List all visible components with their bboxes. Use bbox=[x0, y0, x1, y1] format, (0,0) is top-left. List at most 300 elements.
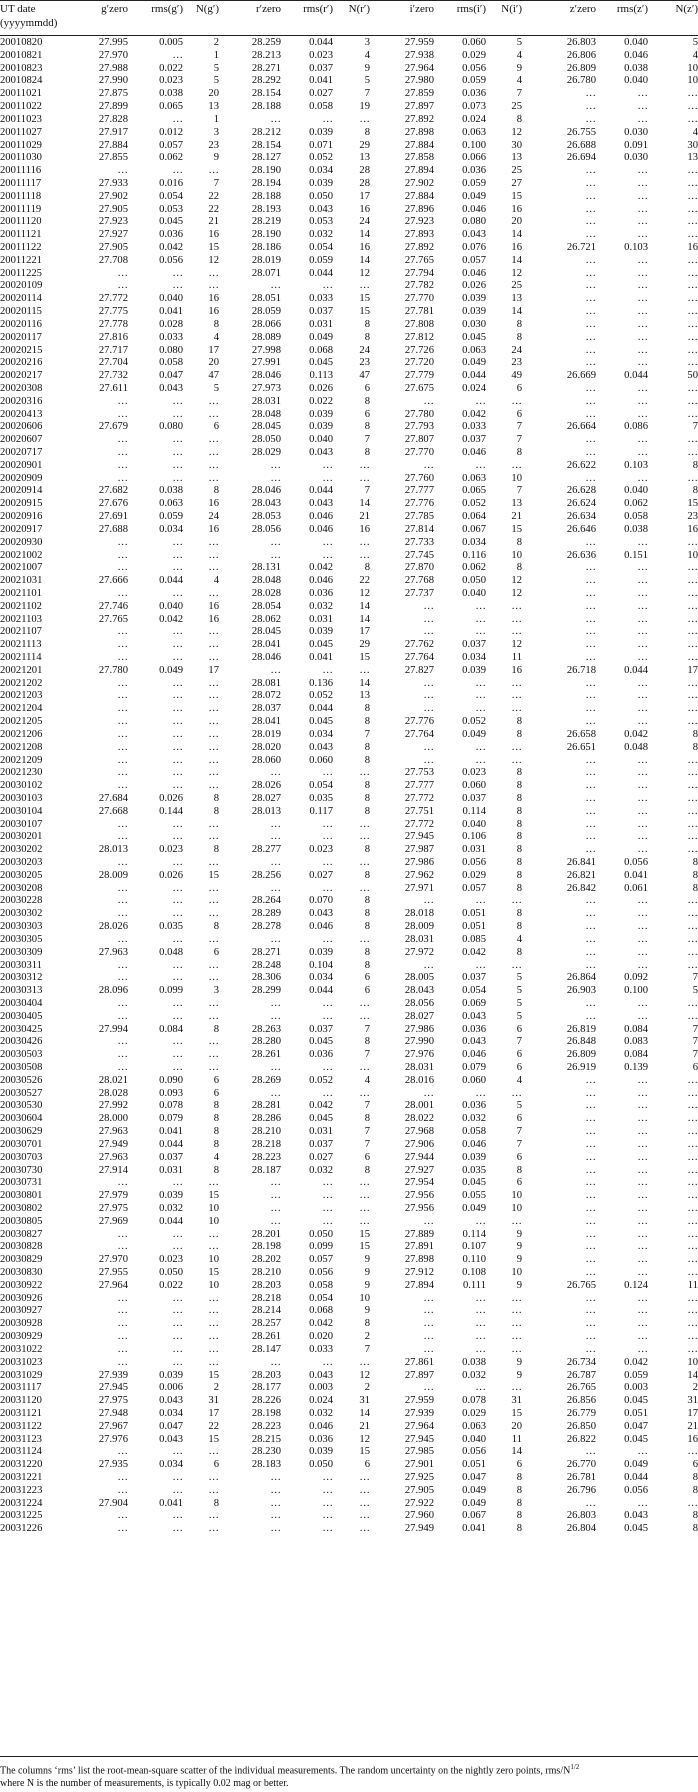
cell-rms-r: 0.037 bbox=[309, 62, 333, 74]
cell-rms-r: … bbox=[322, 831, 333, 843]
cell-rms-z: … bbox=[637, 1241, 648, 1253]
table-row bbox=[0, 88, 698, 101]
cell-z-zero: 26.624 bbox=[566, 498, 596, 510]
cell-rms-g: … bbox=[172, 1292, 183, 1304]
cell-rms-r: 0.039 bbox=[309, 177, 333, 189]
cell-rms-z: … bbox=[637, 1151, 648, 1163]
cell-rms-z: 0.038 bbox=[624, 62, 648, 74]
cell-i-zero: 27.939 bbox=[404, 1407, 434, 1419]
cell-r-zero: 28.071 bbox=[251, 267, 281, 279]
cell-i-zero: … bbox=[423, 1305, 434, 1317]
cell-i-zero: 27.779 bbox=[404, 370, 434, 382]
table-row bbox=[0, 1075, 698, 1088]
cell-z-zero: … bbox=[585, 639, 596, 651]
cell-i-zero: 27.959 bbox=[404, 37, 434, 48]
cell-rms-r: 0.071 bbox=[309, 139, 333, 151]
cell-n-i: 16 bbox=[511, 664, 522, 676]
cell-g-zero: 27.979 bbox=[98, 1190, 128, 1202]
cell-n-g: 8 bbox=[213, 1164, 219, 1176]
cell-n-i: … bbox=[511, 959, 522, 971]
cell-rms-i: 0.057 bbox=[462, 254, 486, 266]
cell-n-z: … bbox=[687, 921, 698, 933]
cell-z-zero: … bbox=[585, 767, 596, 779]
cell-n-r: … bbox=[359, 997, 370, 1009]
cell-g-zero: 27.684 bbox=[98, 792, 128, 804]
cell-z-zero: 26.780 bbox=[566, 75, 596, 87]
cell-z-zero: … bbox=[585, 1241, 596, 1253]
cell-rms-g: 0.040 bbox=[159, 600, 183, 612]
footnote-line2: where N is the number of measurements, is typically 0.02 mag or better. bbox=[0, 1778, 289, 1790]
table-row bbox=[0, 831, 698, 844]
cell-g-zero: 27.746 bbox=[98, 600, 128, 612]
cell-rms-r: … bbox=[322, 113, 333, 125]
cell-rms-i: 0.039 bbox=[462, 664, 486, 676]
cell-ut-date: 20030208 bbox=[0, 882, 43, 894]
cell-rms-i: 0.056 bbox=[462, 857, 486, 868]
cell-n-z: … bbox=[687, 933, 698, 945]
cell-rms-i: 0.045 bbox=[462, 1177, 486, 1189]
cell-i-zero: 27.772 bbox=[404, 792, 434, 804]
cell-n-z: … bbox=[687, 306, 698, 318]
cell-ut-date: 20030922 bbox=[0, 1279, 43, 1291]
cell-n-i: 10 bbox=[511, 472, 522, 484]
cell-n-g: 15 bbox=[208, 869, 219, 881]
cell-ut-date: 20010823 bbox=[0, 62, 43, 74]
cell-rms-i: 0.049 bbox=[462, 190, 486, 202]
cell-n-i: 31 bbox=[511, 1395, 522, 1407]
cell-r-zero: 28.060 bbox=[251, 754, 281, 766]
cell-n-r: 7 bbox=[364, 1049, 370, 1061]
cell-rms-z: … bbox=[637, 101, 648, 113]
cell-i-zero: 27.923 bbox=[404, 216, 434, 228]
cell-rms-z: … bbox=[637, 908, 648, 920]
cell-rms-i: 0.040 bbox=[462, 818, 486, 830]
cell-rms-z: 0.084 bbox=[624, 1049, 648, 1061]
cell-n-g: … bbox=[208, 165, 219, 177]
cell-n-i: 8 bbox=[516, 869, 522, 881]
cell-n-z: 8 bbox=[692, 485, 698, 497]
cell-n-i: 12 bbox=[511, 575, 522, 587]
cell-i-zero: 27.938 bbox=[404, 49, 434, 61]
cell-ut-date: 20021201 bbox=[0, 664, 43, 676]
cell-n-z: 10 bbox=[687, 62, 698, 74]
cell-rms-g: … bbox=[172, 395, 183, 407]
cell-rms-g: 0.054 bbox=[159, 190, 183, 202]
cell-ut-date: 20020901 bbox=[0, 459, 43, 471]
cell-rms-z: … bbox=[637, 1318, 648, 1330]
table-row bbox=[0, 934, 698, 947]
cell-rms-z: … bbox=[637, 703, 648, 715]
cell-r-zero: 28.190 bbox=[251, 229, 281, 241]
cell-rms-r: 0.052 bbox=[309, 1074, 333, 1086]
cell-n-i: 4 bbox=[516, 75, 522, 87]
cell-rms-z: … bbox=[637, 88, 648, 100]
cell-n-g: 10 bbox=[208, 1215, 219, 1227]
cell-n-r: 7 bbox=[364, 728, 370, 740]
cell-n-r: 6 bbox=[364, 408, 370, 420]
cell-n-z: … bbox=[687, 1164, 698, 1176]
cell-i-zero: 27.944 bbox=[404, 1151, 434, 1163]
cell-rms-i: … bbox=[475, 395, 486, 407]
cell-rms-z: … bbox=[637, 946, 648, 958]
cell-z-zero: … bbox=[585, 447, 596, 458]
cell-i-zero: 28.031 bbox=[404, 1062, 434, 1073]
cell-rms-g: … bbox=[172, 1305, 183, 1317]
cell-rms-r: 0.032 bbox=[309, 1407, 333, 1419]
cell-n-i: 27 bbox=[511, 177, 522, 189]
cell-i-zero: … bbox=[423, 1343, 434, 1355]
cell-g-zero: … bbox=[117, 716, 128, 728]
cell-n-i: 8 bbox=[516, 831, 522, 843]
cell-r-zero: … bbox=[270, 1523, 281, 1535]
cell-rms-i: 0.056 bbox=[462, 1446, 486, 1458]
cell-rms-z: 0.044 bbox=[624, 664, 648, 676]
header-r-zero: r′zero bbox=[256, 3, 281, 15]
cell-g-zero: 27.967 bbox=[98, 1420, 128, 1432]
cell-n-g: … bbox=[208, 831, 219, 843]
cell-ut-date: 20030926 bbox=[0, 1292, 43, 1304]
cell-g-zero: … bbox=[117, 447, 128, 458]
cell-rms-g: 0.058 bbox=[159, 357, 183, 369]
cell-r-zero: 28.050 bbox=[251, 434, 281, 446]
cell-n-r: 4 bbox=[364, 1074, 370, 1086]
cell-i-zero: 27.807 bbox=[404, 434, 434, 446]
cell-rms-z: 0.042 bbox=[624, 728, 648, 740]
cell-n-i: 4 bbox=[516, 1074, 522, 1086]
table-row bbox=[0, 767, 698, 780]
cell-g-zero: 27.717 bbox=[98, 344, 128, 356]
cell-ut-date: 20020909 bbox=[0, 472, 43, 484]
cell-rms-r: … bbox=[322, 459, 333, 471]
cell-n-r: … bbox=[359, 459, 370, 471]
cell-rms-z: … bbox=[637, 895, 648, 907]
table-row bbox=[0, 652, 698, 665]
cell-ut-date: 20030205 bbox=[0, 869, 43, 881]
cell-r-zero: … bbox=[270, 1087, 281, 1099]
cell-r-zero: 28.147 bbox=[251, 1343, 281, 1355]
cell-z-zero: … bbox=[585, 805, 596, 817]
table-row bbox=[0, 511, 698, 524]
cell-n-r: … bbox=[359, 536, 370, 548]
cell-g-zero: 27.995 bbox=[98, 37, 128, 48]
cell-rms-z: … bbox=[637, 600, 648, 612]
cell-rms-r: 0.068 bbox=[309, 1305, 333, 1317]
cell-n-r: 8 bbox=[364, 1036, 370, 1048]
cell-g-zero: 27.899 bbox=[98, 101, 128, 113]
cell-rms-i: 0.060 bbox=[462, 37, 486, 48]
cell-n-g: 47 bbox=[208, 370, 219, 382]
cell-r-zero: 28.048 bbox=[251, 408, 281, 420]
cell-n-g: 15 bbox=[208, 1267, 219, 1278]
cell-rms-i: … bbox=[475, 1292, 486, 1304]
table-row bbox=[0, 806, 698, 819]
cell-rms-i: 0.080 bbox=[462, 216, 486, 228]
cell-z-zero: 26.664 bbox=[566, 421, 596, 433]
cell-z-zero: 26.809 bbox=[566, 62, 596, 74]
cell-rms-i: 0.036 bbox=[462, 1023, 486, 1035]
cell-r-zero: … bbox=[270, 882, 281, 894]
header-rms-i: rms(i′) bbox=[456, 3, 486, 15]
table-row bbox=[0, 1357, 698, 1370]
cell-r-zero: 28.299 bbox=[251, 985, 281, 997]
cell-rms-g: 0.040 bbox=[159, 293, 183, 305]
cell-n-z: … bbox=[687, 216, 698, 228]
cell-rms-i: 0.044 bbox=[462, 370, 486, 382]
cell-rms-z: 0.091 bbox=[624, 139, 648, 151]
cell-n-z: … bbox=[687, 1267, 698, 1278]
cell-r-zero: 28.198 bbox=[251, 1241, 281, 1253]
cell-rms-r: … bbox=[322, 1510, 333, 1522]
cell-rms-r: … bbox=[322, 818, 333, 830]
cell-n-z: 6 bbox=[692, 1459, 698, 1471]
cell-rms-i: 0.033 bbox=[462, 421, 486, 433]
cell-rms-r: 0.046 bbox=[309, 511, 333, 523]
cell-ut-date: 20031221 bbox=[0, 1472, 43, 1483]
cell-n-z: … bbox=[687, 267, 698, 279]
cell-rms-i: 0.032 bbox=[462, 1113, 486, 1125]
cell-i-zero: 27.859 bbox=[404, 88, 434, 100]
cell-rms-g: 0.062 bbox=[159, 152, 183, 164]
cell-r-zero: … bbox=[270, 549, 281, 561]
cell-n-r: 6 bbox=[364, 972, 370, 984]
cell-rms-r: 0.037 bbox=[309, 306, 333, 318]
cell-r-zero: 28.188 bbox=[251, 190, 281, 202]
cell-n-i: 9 bbox=[516, 1356, 522, 1368]
cell-z-zero: … bbox=[585, 1254, 596, 1266]
cell-r-zero: 28.292 bbox=[251, 75, 281, 87]
cell-z-zero: … bbox=[585, 652, 596, 663]
cell-z-zero: … bbox=[585, 216, 596, 228]
cell-n-r: 14 bbox=[359, 600, 370, 612]
cell-rms-i: … bbox=[475, 741, 486, 753]
header-rms-r: rms(r′) bbox=[303, 3, 333, 15]
cell-n-r: 7 bbox=[364, 1126, 370, 1138]
cell-n-r: 21 bbox=[359, 511, 370, 523]
cell-n-z: … bbox=[687, 357, 698, 369]
cell-rms-z: … bbox=[637, 267, 648, 279]
cell-ut-date: 20020216 bbox=[0, 357, 43, 369]
cell-z-zero: 26.903 bbox=[566, 985, 596, 997]
cell-rms-z: 0.038 bbox=[624, 523, 648, 535]
cell-ut-date: 20021202 bbox=[0, 677, 43, 689]
cell-g-zero: … bbox=[117, 472, 128, 484]
cell-rms-g: … bbox=[172, 1510, 183, 1522]
table-row bbox=[0, 242, 698, 255]
cell-rms-g: 0.053 bbox=[159, 203, 183, 215]
cell-n-r: … bbox=[359, 280, 370, 292]
cell-rms-i: 0.049 bbox=[462, 1202, 486, 1214]
cell-rms-r: 0.053 bbox=[309, 216, 333, 228]
cell-i-zero: 27.954 bbox=[404, 1177, 434, 1189]
cell-rms-g: … bbox=[172, 972, 183, 984]
cell-z-zero: … bbox=[585, 1177, 596, 1189]
cell-n-r: 23 bbox=[359, 357, 370, 369]
cell-n-g: … bbox=[208, 780, 219, 792]
cell-n-g: 23 bbox=[208, 139, 219, 151]
cell-i-zero: 27.777 bbox=[404, 780, 434, 792]
cell-z-zero: … bbox=[585, 1343, 596, 1355]
cell-rms-i: 0.029 bbox=[462, 49, 486, 61]
cell-rms-r: 0.045 bbox=[309, 1113, 333, 1125]
cell-n-i: 9 bbox=[516, 1228, 522, 1240]
cell-n-r: 21 bbox=[359, 1420, 370, 1432]
cell-z-zero: 26.622 bbox=[566, 459, 596, 471]
cell-n-g: … bbox=[208, 1062, 219, 1073]
cell-r-zero: … bbox=[270, 664, 281, 676]
cell-rms-g: … bbox=[172, 652, 183, 663]
cell-n-z: … bbox=[687, 434, 698, 446]
cell-n-g: … bbox=[208, 1318, 219, 1330]
cell-r-zero: 28.213 bbox=[251, 49, 281, 61]
cell-rms-g: … bbox=[172, 882, 183, 894]
cell-rms-r: 0.036 bbox=[309, 587, 333, 599]
cell-rms-r: 0.027 bbox=[309, 88, 333, 100]
cell-ut-date: 20030404 bbox=[0, 997, 43, 1009]
cell-rms-g: … bbox=[172, 1228, 183, 1240]
cell-rms-g: … bbox=[172, 754, 183, 766]
cell-n-g: 8 bbox=[213, 1100, 219, 1112]
cell-rms-r: … bbox=[322, 1177, 333, 1189]
cell-rms-g: … bbox=[172, 1331, 183, 1343]
cell-n-z: 8 bbox=[692, 882, 698, 894]
cell-r-zero: 28.051 bbox=[251, 293, 281, 305]
cell-n-r: 9 bbox=[364, 1305, 370, 1317]
cell-r-zero: … bbox=[270, 1484, 281, 1496]
cell-rms-g: … bbox=[172, 716, 183, 728]
table-row bbox=[0, 37, 698, 50]
cell-n-g: 24 bbox=[208, 511, 219, 523]
cell-i-zero: 27.782 bbox=[404, 280, 434, 292]
cell-ut-date: 20021203 bbox=[0, 690, 43, 702]
cell-n-r: 12 bbox=[359, 587, 370, 599]
cell-rms-g: 0.056 bbox=[159, 254, 183, 266]
cell-n-g: … bbox=[208, 716, 219, 728]
cell-rms-i: 0.036 bbox=[462, 1100, 486, 1112]
cell-r-zero: 28.072 bbox=[251, 690, 281, 702]
cell-g-zero: 27.923 bbox=[98, 216, 128, 228]
table-row bbox=[0, 1523, 698, 1536]
cell-r-zero: 28.261 bbox=[251, 1049, 281, 1061]
cell-z-zero: 26.821 bbox=[566, 869, 596, 881]
cell-n-g: 16 bbox=[208, 613, 219, 625]
cell-i-zero: 27.780 bbox=[404, 408, 434, 420]
cell-n-z: … bbox=[687, 293, 698, 305]
cell-n-z: … bbox=[687, 716, 698, 728]
cell-rms-i: 0.035 bbox=[462, 1164, 486, 1176]
cell-r-zero: 28.214 bbox=[251, 1305, 281, 1317]
cell-n-z: … bbox=[687, 997, 698, 1009]
cell-n-z: 7 bbox=[692, 421, 698, 433]
cell-i-zero: 28.009 bbox=[404, 921, 434, 933]
cell-ut-date: 20030629 bbox=[0, 1126, 43, 1138]
table-row bbox=[0, 690, 698, 703]
cell-ut-date: 20020116 bbox=[0, 318, 42, 330]
cell-z-zero: 26.919 bbox=[566, 1062, 596, 1073]
cell-n-z: 23 bbox=[687, 511, 698, 523]
cell-n-g: 16 bbox=[208, 523, 219, 535]
cell-ut-date: 20031121 bbox=[0, 1407, 42, 1419]
cell-n-g: 15 bbox=[208, 1369, 219, 1381]
cell-n-z: 21 bbox=[687, 1420, 698, 1432]
cell-r-zero: 28.045 bbox=[251, 626, 281, 638]
cell-rms-g: … bbox=[172, 549, 183, 561]
cell-n-z: … bbox=[687, 203, 698, 215]
cell-rms-z: … bbox=[637, 408, 648, 420]
cell-n-r: 4 bbox=[364, 49, 370, 61]
cell-n-g: … bbox=[208, 408, 219, 420]
cell-n-i: 8 bbox=[516, 716, 522, 728]
cell-n-r: 15 bbox=[359, 652, 370, 663]
cell-n-i: 8 bbox=[516, 1164, 522, 1176]
cell-i-zero: 27.770 bbox=[404, 293, 434, 305]
cell-r-zero: 28.054 bbox=[251, 600, 281, 612]
cell-i-zero: 27.827 bbox=[404, 664, 434, 676]
cell-ut-date: 20030829 bbox=[0, 1254, 43, 1266]
cell-n-r: 14 bbox=[359, 229, 370, 241]
cell-rms-z: 0.100 bbox=[624, 985, 648, 997]
cell-n-i: 6 bbox=[516, 1049, 522, 1061]
table-row bbox=[0, 1510, 698, 1523]
cell-n-z: … bbox=[687, 1190, 698, 1202]
cell-z-zero: 26.864 bbox=[566, 972, 596, 984]
cell-n-g: 9 bbox=[213, 152, 219, 164]
cell-rms-r: 0.056 bbox=[309, 1267, 333, 1278]
cell-rms-g: 0.042 bbox=[159, 242, 183, 253]
cell-i-zero: 27.945 bbox=[404, 1433, 434, 1445]
cell-rms-i: 0.047 bbox=[462, 1472, 486, 1483]
cell-ut-date: 20031120 bbox=[0, 1395, 42, 1407]
cell-r-zero: 28.177 bbox=[251, 1382, 281, 1394]
cell-n-r: 16 bbox=[359, 523, 370, 535]
cell-ut-date: 20030508 bbox=[0, 1062, 43, 1073]
cell-ut-date: 20031029 bbox=[0, 1369, 43, 1381]
cell-n-r: 22 bbox=[359, 575, 370, 587]
table-row bbox=[0, 165, 698, 178]
cell-n-r: 47 bbox=[359, 370, 370, 382]
cell-n-i: … bbox=[511, 690, 522, 702]
cell-rms-g: 0.099 bbox=[159, 985, 183, 997]
cell-rms-z: … bbox=[637, 652, 648, 663]
cell-n-z: … bbox=[687, 1331, 698, 1343]
cell-rms-z: … bbox=[637, 357, 648, 369]
cell-n-i: … bbox=[511, 677, 522, 689]
cell-i-zero: 27.777 bbox=[404, 485, 434, 497]
cell-g-zero: … bbox=[117, 972, 128, 984]
cell-n-z: … bbox=[687, 472, 698, 484]
cell-z-zero: … bbox=[585, 1202, 596, 1214]
cell-rms-r: 0.054 bbox=[309, 780, 333, 792]
cell-rms-i: 0.063 bbox=[462, 1420, 486, 1432]
cell-rms-z: … bbox=[637, 933, 648, 945]
cell-n-r: 8 bbox=[364, 921, 370, 933]
cell-rms-r: 0.039 bbox=[309, 421, 333, 433]
cell-z-zero: … bbox=[585, 600, 596, 612]
cell-rms-z: 0.124 bbox=[624, 1279, 648, 1291]
table-row bbox=[0, 1434, 698, 1447]
cell-ut-date: 20020915 bbox=[0, 498, 43, 510]
cell-z-zero: … bbox=[585, 613, 596, 625]
table-row bbox=[0, 1344, 698, 1357]
cell-n-z: … bbox=[687, 177, 698, 189]
cell-rms-r: 0.039 bbox=[309, 408, 333, 420]
cell-g-zero: 27.732 bbox=[98, 370, 128, 382]
cell-n-g: … bbox=[208, 280, 219, 292]
cell-n-g: 20 bbox=[208, 357, 219, 369]
cell-rms-g: … bbox=[172, 933, 183, 945]
table-row bbox=[0, 703, 698, 716]
cell-rms-z: … bbox=[637, 177, 648, 189]
cell-ut-date: 20011120 bbox=[0, 216, 42, 228]
